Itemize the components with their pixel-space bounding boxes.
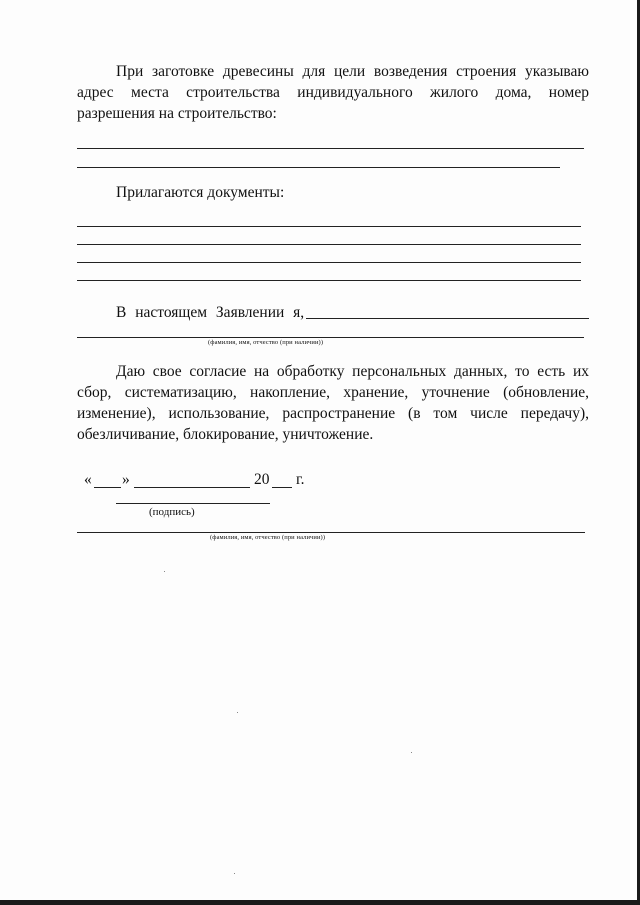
date-open-quote: « [84, 471, 92, 488]
date-year-suffix: г. [296, 471, 305, 488]
date-year-prefix: 20 [254, 471, 270, 488]
address-line-1[interactable] [77, 148, 584, 149]
scan-speck [237, 712, 238, 713]
construction-text: При заготовке древесины для цели возведения строения указываю адрес места строительства индивидуального жилого дома, номер разрешения на строительство: [77, 63, 589, 122]
documents-line-1[interactable] [77, 226, 581, 227]
scan-speck [234, 873, 235, 874]
address-line-2[interactable] [77, 167, 560, 168]
construction-paragraph [77, 61, 589, 124]
signature-line[interactable] [116, 503, 270, 504]
documents-heading: Прилагаются документы: [116, 184, 285, 201]
signature-caption: (подпись) [149, 506, 195, 518]
declaration-name-line[interactable] [306, 318, 589, 319]
scan-speck [164, 571, 165, 572]
documents-line-2[interactable] [77, 244, 581, 245]
fio-bottom-line[interactable] [77, 532, 585, 533]
fio-caption-bottom: (фамилия, имя, отчество (при наличии)) [210, 534, 326, 541]
consent-paragraph [77, 361, 589, 445]
declaration-prefix: В настоящем Заявлении я, [116, 304, 305, 321]
date-close-quote: » [122, 471, 130, 488]
date-day-line[interactable] [94, 487, 121, 488]
declaration-name-line-2[interactable] [77, 337, 584, 338]
date-year-line[interactable] [272, 487, 292, 488]
scan-edge-bottom [0, 900, 640, 905]
fio-caption-top: (фамилия, имя, отчество (при наличии)) [208, 339, 324, 346]
documents-line-3[interactable] [77, 262, 581, 263]
date-month-line[interactable] [134, 487, 250, 488]
consent-text: Даю свое согласие на обработку персональных данных, то есть их сбор, систематизацию, накопление, хранение, уточнение (обновление, изменение), использование, распространение (в том числе передачу), обезличивание, блокирование, уничтожение. [77, 363, 589, 443]
documents-line-4[interactable] [77, 280, 581, 281]
scan-speck [411, 752, 412, 753]
